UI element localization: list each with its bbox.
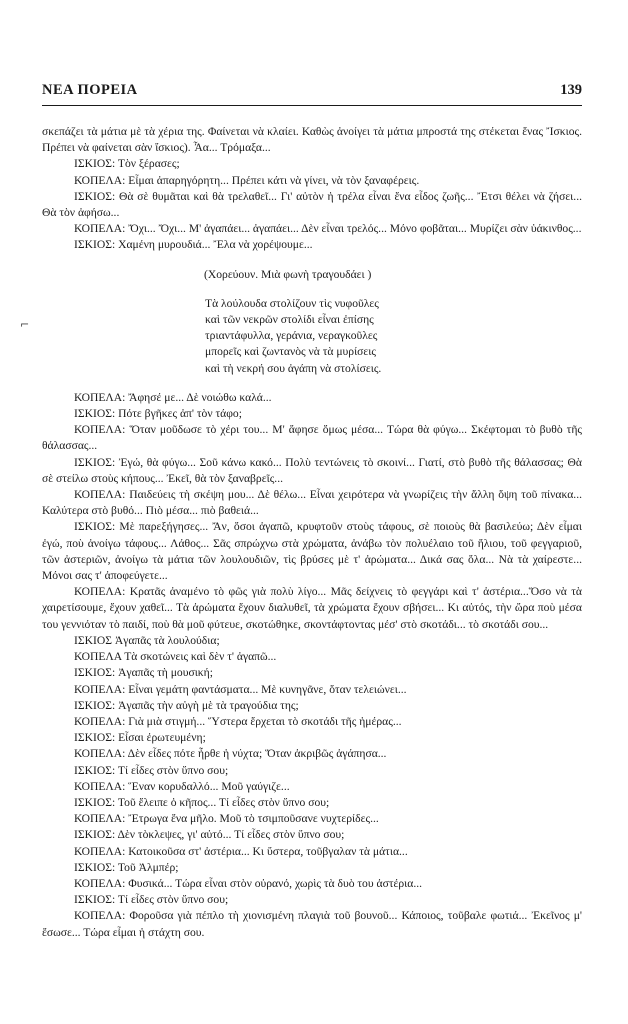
stage-direction: (Χορεύουν. Μιὰ φωνὴ τραγουδάει ) [204,267,372,281]
dialogue-line: ΚΟΠΕΛΑ: Ὄχι... Ὄχι... Μ' ἀγαπάει... ἀγαπάει... Δὲν εἶναι τρελός... Μόνο φοβᾶται... Μυρίζει σὰν ὑάκινθος... [74,222,582,236]
page-number: 139 [560,82,582,98]
dialogue-line: ΙΣΚΙΟΣ: Τί εἶδες στὸν ὕπνο σου; [74,893,229,907]
dialogue-line: ΙΣΚΙΟΣ: Δὲν τὸκλεψες, γι' αὐτό... Τί εἶδες στὸν ὕπνο σου; [74,828,345,842]
dialogue-line: ΙΣΚΙΟΣ Ἀγαπᾶς τὰ λουλούδια; [74,633,220,647]
dialogue-line: ΚΟΠΕΛΑ Τὰ σκοτώνεις καὶ δὲν τ' ἀγαπῶ... [74,650,277,664]
dialogue-line: ΙΣΚΙΟΣ: Τοῦ ἔλειπε ὁ κῆπος... Τί εἶδες στὸν ὕπνο σου; [74,795,330,809]
running-header [42,82,582,102]
verse-line: Τὰ λούλουδα στολίζουν τὶς νυφοῦλες [205,296,379,310]
dialogue-line: ΚΟΠΕΛΑ: Φυσικά... Τώρα εἶναι στὸν οὐρανό, χωρὶς τὰ δυὸ του ἀστέρια... [74,876,423,890]
dialogue-line: ΚΟΠΕΛΑ: Γιὰ μιὰ στιγμή... Ὕστερα ἔρχεται τὸ σκοτάδι τῆς ἡμέρας... [74,714,402,728]
dialogue-line: ΚΟΠΕΛΑ: Ἔτρωγα ἕνα μῆλο. Μοῦ τὸ τσιμποῦσανε νυχτερίδες... [74,812,379,826]
dialogue-line: ΙΣΚΙΟΣ: Ἐγώ, θὰ φύγω... Σοῦ κάνω κακό... Πολὺ τεντώνεις τὸ σκοινί... Γιατί, στὸ βυθὸ τῆς θάλασσας; Θὰ σὲ στείλω στοὺς κήπους... Ἐκεῖ, θὰ τὸν ξαναβρεῖς... [42,455,582,485]
dialogue-line: ΙΣΚΙΟΣ: Τὸν ξέρασες; [74,157,180,171]
dialogue-line: ΚΟΠΕΛΑ: Εἶμαι ἀπαρηγόρητη... Πρέπει κάτι νὰ γίνει, νὰ τὸν ξαναφέρεις. [74,173,420,187]
dialogue-line: ΚΟΠΕΛΑ: Δὲν εἶδες πότε ἦρθε ἡ νύχτα; Ὅταν ἀκριβῶς ἀγάπησα... [74,747,387,761]
verse-line: καὶ τὴ νεκρή σου ἀγάπη νὰ στολίσεις. [205,361,382,375]
dialogue-line: ΚΟΠΕΛΑ: Εἶναι γεμάτη φαντάσματα... Μὲ κυνηγᾶνε, ὅταν τελειώνει... [74,682,407,696]
dialogue-line: ΚΟΠΕΛΑ: Κατοικοῦσα στ' ἀστέρια... Κι ὕστερα, τοῦβγαλαν τὰ μάτια... [74,844,408,858]
dialogue-line: ΙΣΚΙΟΣ: Χαμένη μυρουδιά... Ἔλα νὰ χορέψουμε... [74,238,313,252]
verse-line: καὶ τῶν νεκρῶν στολίδι εἶναι ἐπίσης [205,313,374,327]
dialogue-line: ΙΣΚΙΟΣ: Τί εἶδες στὸν ὕπνο σου; [74,763,229,777]
dialogue-line: ΙΣΚΙΟΣ: Πότε βγῆκες ἀπ' τὸν τάφο; [74,407,242,421]
dialogue-line: ΙΣΚΙΟΣ: Μὲ παρεξήγησες... Ἄν, ὅσοι ἀγαπῶ, κρυφτοῦν στοὺς τάφους, σὲ ποιοὺς θὰ βασιλεύω; Δὲν εἶμαι ἐγώ, ποὺ ἀνοίγω τάφους... Λάθος... Σᾶς σπρώχνω στὰ χρώματα, ἀνάβω τὸν πολυέλαιο τοῦ ἥλιου, τοῦ φεγγαριοῦ, τῶν ἀστεριῶν, ἀνοίγω τὰ μάτια τῶν λουλουδιῶν, τὶς βρύσες μὲ τ' ἀρώματα... Δικά σας ὅλα... Νὰ τὰ χαίρεστε... Μόνοι σας τ' ἀποφεύγετε... [42,520,582,583]
header-rule [42,105,582,106]
dialogue-line: ΚΟΠΕΛΑ: Παιδεύεις τὴ σκέψη μου... Δὲ θέλω... Εἶναι χειρότερα νὰ γνωρίζεις τὴν ἄλλη ὄψη τοῦ πίνακα... Καλύτερα στὸ βυθό... Πιὸ μέσα... πιὸ βαθειά... [42,488,582,518]
dialogue-line: ΚΟΠΕΛΑ: Ὅταν μοῦδωσε τὸ χέρι του... Μ' ἄφησε ὅμως μέσα... Τώρα θὰ φύγω... Σκέφτομαι τὸ βυθὸ τῆς θάλασσας... [42,423,582,453]
dialogue-line: ΙΣΚΙΟΣ: Ἀγαπᾶς τὴ μουσική; [74,666,213,680]
journal-title: ΝΕΑ ΠΟΡΕΙΑ [42,82,138,98]
dialogue-line: ΚΟΠΕΛΑ: Κρατᾶς ἀναμένο τὸ φῶς γιὰ πολὺ λίγο... Μᾶς δείχνεις τὸ φεγγάρι καὶ τ' ἀστέρια...Ὅσο νὰ τὰ χαιρετίσουμε, ἔχουν χαθεῖ... Τὰ ἀρώματα ἔχουν διαλυθεῖ, τὰ χρώματα ἔχουν σβήσει... Κι αὐτός, τὴν ὥρα ποὺ μέσα του γεννιόταν τὸ παιδί, ποὺ θὰ μοῦ φύτευε, σκοτώθηκε, σκοντάφτοντας μέσ' στὸ σκοτάδι... τὸ σκοτάδι σου... [42,585,582,631]
song-verse [42,296,582,377]
verse-line: μπορεῖς καὶ ζωντανὸς νὰ τὰ μυρίσεις [205,345,377,359]
dialogue-line: ΚΟΠΕΛΑ: Ἕναν κορυδαλλό... Μοῦ γαύγιζε... [74,779,290,793]
dialogue-line: ΚΟΠΕΛΑ: Ἄφησέ με... Δὲ νοιώθω καλά... [74,390,272,404]
verse-line: τριαντάφυλλα, γεράνια, νεραγκοῦλες [205,329,378,343]
dialogue-line: ΙΣΚΙΟΣ: Θὰ σὲ θυμᾶται καὶ θὰ τρελαθεῖ... Γι' αὐτὸν ἡ τρέλα εἶναι ἕνα εἶδος ζωῆς... Ἔτσι θέλει νὰ ζήσει... Θὰ τὸν ἀφήσω... [42,189,582,220]
dialogue-line: ΙΣΚΙΟΣ: Τοῦ Ἀλμπέρ; [74,860,179,874]
dialogue-line: ΙΣΚΙΟΣ: Ἀγαπᾶς τὴν αὐγὴ μὲ τὰ τραγούδια της; [74,698,299,712]
dialogue-line: σκεπάζει τὰ μάτια μὲ τὰ χέρια της. Φαίνεται νὰ κλαίει. Καθὼς ἀνοίγει τὰ μάτια μπροστά της στέκεται ἕνας Ἴσκιος. Πρέπει νὰ φαίνεται σὰν ἴσκιος). Ἆα... Τρόμαξα... [42,125,582,155]
dialogue-line: ΙΣΚΙΟΣ: Εἶσαι ἐρωτευμένη; [74,731,206,745]
play-text [42,124,582,941]
margin-mark: ⌐ [20,318,30,331]
dialogue-line: ΚΟΠΕΛΑ: Φοροῦσα γιὰ πέπλο τὴ χιονισμένη πλαγιὰ τοῦ βουνοῦ... Κάποιος, τοῦβαλε φωτιά... Ἐκεῖνος μ' ἔσωσε... Τώρα εἶμαι ἡ στάχτη σου. [42,909,582,939]
